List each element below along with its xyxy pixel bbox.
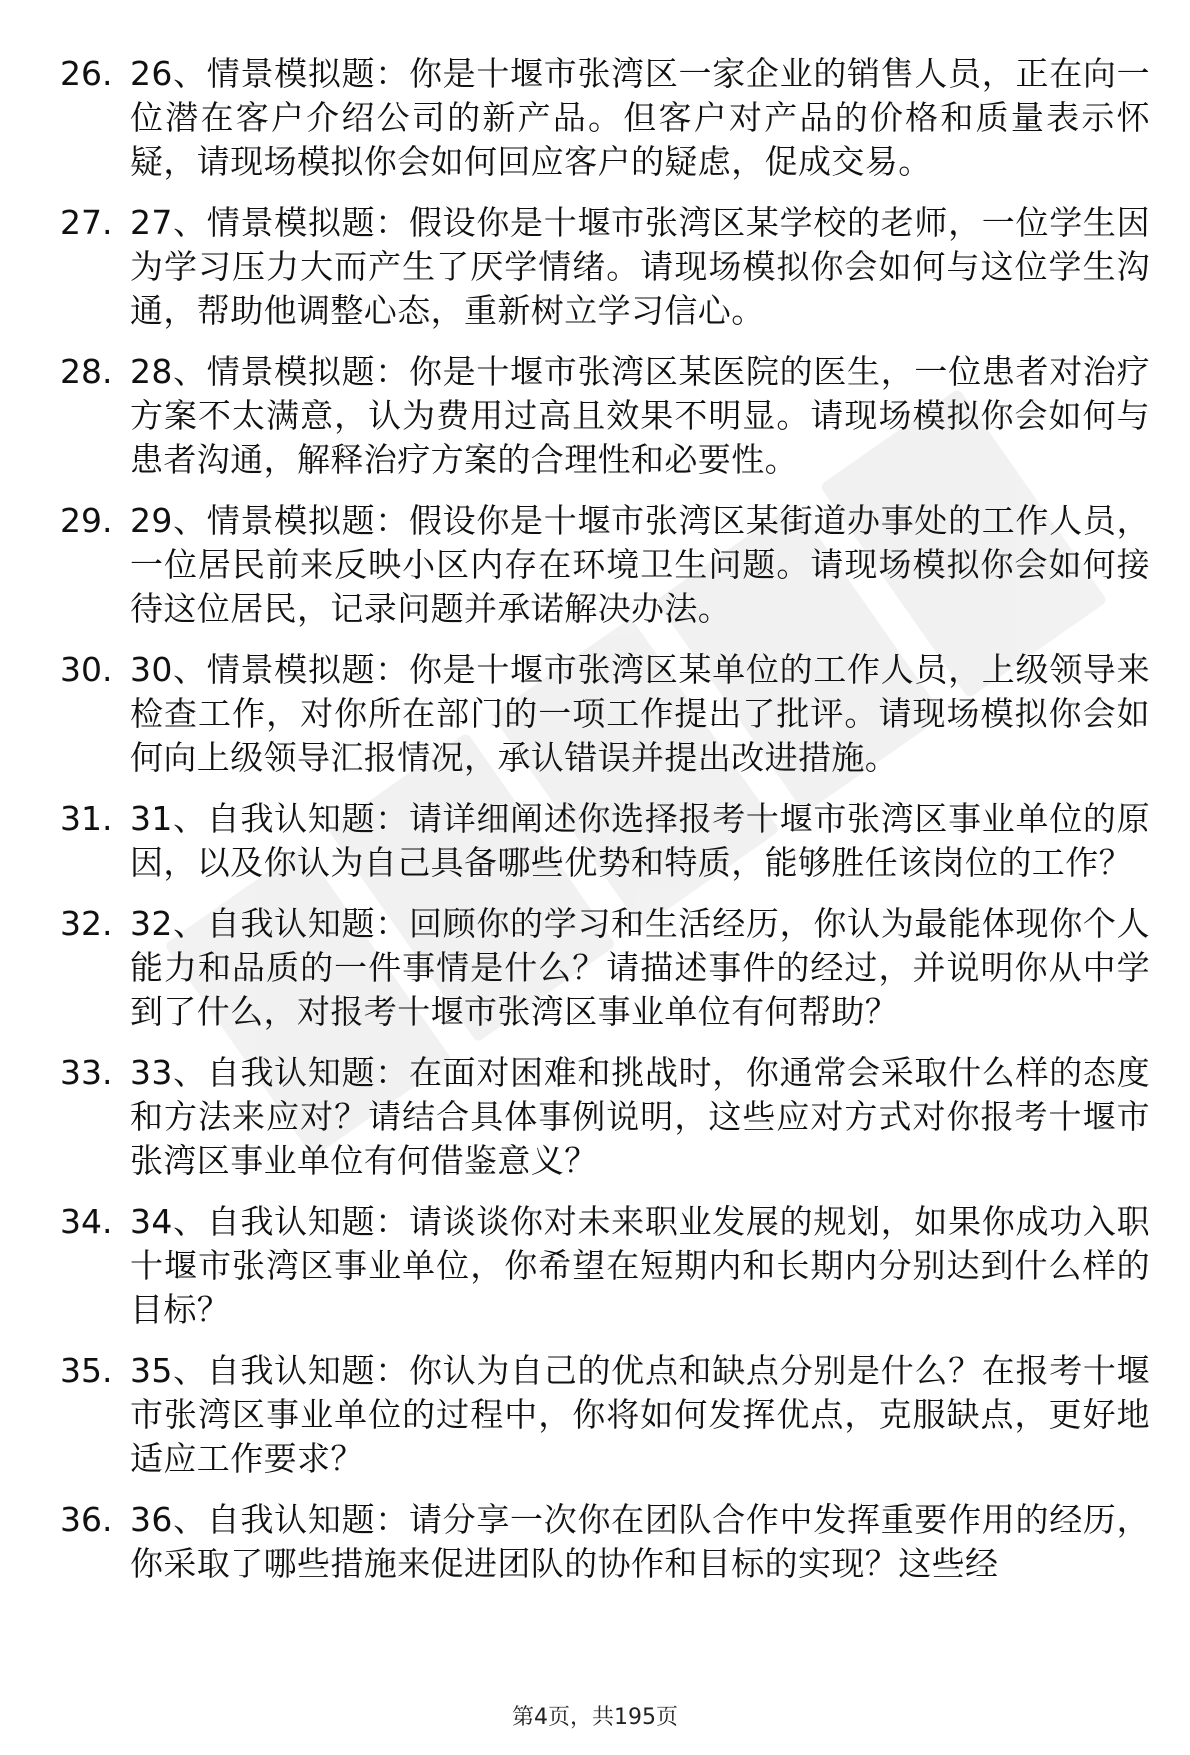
question-list <box>60 52 1150 1603</box>
question-number: 33. <box>60 1053 113 1092</box>
question-item <box>60 1498 1150 1586</box>
question-text: 35、自我认知题：你认为自己的优点和缺点分别是什么？在报考十堰市张湾区事业单位的过程中，你将如何发挥优点，克服缺点，更好地适应工作要求？ <box>130 1351 1150 1478</box>
question-item <box>60 648 1150 780</box>
question-item <box>60 1349 1150 1481</box>
question-text: 33、自我认知题：在面对困难和挑战时，你通常会采取什么样的态度和方法来应对？请结合具体事例说明，这些应对方式对你报考十堰市张湾区事业单位有何借鉴意义？ <box>130 1053 1150 1180</box>
question-number: 27. <box>60 203 113 242</box>
question-number: 28. <box>60 352 113 391</box>
question-number: 26. <box>60 54 113 93</box>
question-text: 28、情景模拟题：你是十堰市张湾区某医院的医生，一位患者对治疗方案不太满意，认为费用过高且效果不明显。请现场模拟你会如何与患者沟通，解释治疗方案的合理性和必要性。 <box>130 352 1150 479</box>
question-number: 29. <box>60 501 113 540</box>
question-item <box>60 350 1150 482</box>
question-text: 27、情景模拟题：假设你是十堰市张湾区某学校的老师，一位学生因为学习压力大而产生了厌学情绪。请现场模拟你会如何与这位学生沟通，帮助他调整心态，重新树立学习信心。 <box>130 203 1150 330</box>
question-number: 32. <box>60 904 113 943</box>
page-footer: 第4页，共195页 <box>512 1705 678 1730</box>
question-text: 26、情景模拟题：你是十堰市张湾区一家企业的销售人员，正在向一位潜在客户介绍公司的新产品。但客户对产品的价格和质量表示怀疑，请现场模拟你会如何回应客户的疑虑，促成交易。 <box>130 54 1150 181</box>
question-item <box>60 201 1150 333</box>
question-text: 36、自我认知题：请分享一次你在团队合作中发挥重要作用的经历，你采取了哪些措施来促进团队的协作和目标的实现？这些经 <box>130 1500 1150 1583</box>
question-text: 31、自我认知题：请详细阐述你选择报考十堰市张湾区事业单位的原因，以及你认为自己具备哪些优势和特质，能够胜任该岗位的工作？ <box>130 799 1150 882</box>
question-number: 31. <box>60 799 113 838</box>
question-text: 29、情景模拟题：假设你是十堰市张湾区某街道办事处的工作人员，一位居民前来反映小区内存在环境卫生问题。请现场模拟你会如何接待这位居民，记录问题并承诺解决办法。 <box>130 501 1150 628</box>
question-item <box>60 52 1150 184</box>
question-text: 30、情景模拟题：你是十堰市张湾区某单位的工作人员，上级领导来检查工作，对你所在部门的一项工作提出了批评。请现场模拟你会如何向上级领导汇报情况，承认错误并提出改进措施。 <box>130 650 1150 777</box>
question-item <box>60 797 1150 885</box>
question-number: 30. <box>60 650 113 689</box>
question-text: 34、自我认知题：请谈谈你对未来职业发展的规划，如果你成功入职十堰市张湾区事业单位，你希望在短期内和长期内分别达到什么样的目标？ <box>130 1202 1150 1329</box>
question-item <box>60 902 1150 1034</box>
question-number: 34. <box>60 1202 113 1241</box>
question-item <box>60 1200 1150 1332</box>
question-item <box>60 499 1150 631</box>
question-item <box>60 1051 1150 1183</box>
question-number: 35. <box>60 1351 113 1390</box>
question-number: 36. <box>60 1500 113 1539</box>
question-text: 32、自我认知题：回顾你的学习和生活经历，你认为最能体现你个人能力和品质的一件事情是什么？请描述事件的经过，并说明你从中学到了什么，对报考十堰市张湾区事业单位有何帮助？ <box>130 904 1150 1031</box>
